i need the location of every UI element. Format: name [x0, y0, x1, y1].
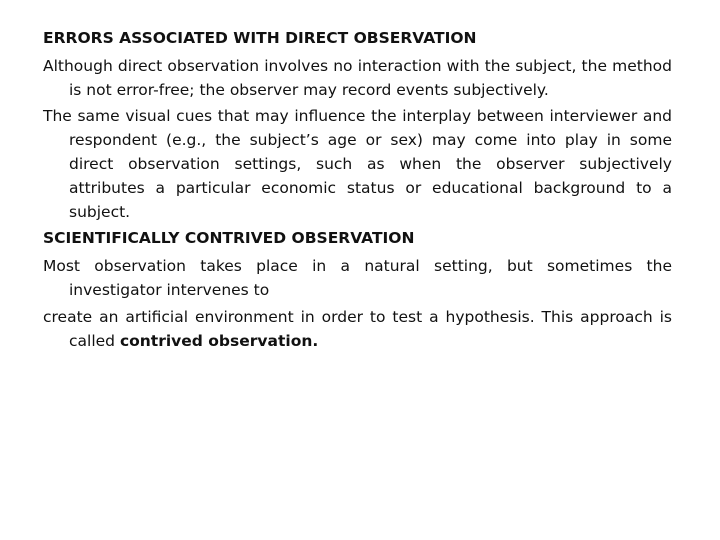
contrived-observation-term: contrived observation. — [119, 331, 319, 350]
paragraph-error-free: Although direct observation involves no interaction with the subject, the method is not error-free; the observer may record events subjectively. — [43, 56, 672, 99]
paragraph-artificial-environment — [43, 306, 672, 354]
paragraph-visual-cues: The same visual cues that may influence the interplay between interviewer and respondent (e.g., the subject’s age or sex) may come into play in some direct observation settings, such as when the observer subjectively attributes a particular economic status or educational background to a subject. — [43, 107, 672, 221]
slide-content — [43, 27, 672, 356]
section-heading-contrived: SCIENTIFICALLY CONTRIVED OBSERVATION — [43, 229, 415, 248]
paragraph-artificial-environment-text: create an artificial environment in order to test a hypothesis. This approach is called — [43, 307, 672, 350]
section-heading-errors: ERRORS ASSOCIATED WITH DIRECT OBSERVATION — [43, 29, 477, 47]
paragraph-natural-setting: Most observation takes place in a natural setting, but sometimes the investigator intervenes to — [43, 257, 672, 299]
